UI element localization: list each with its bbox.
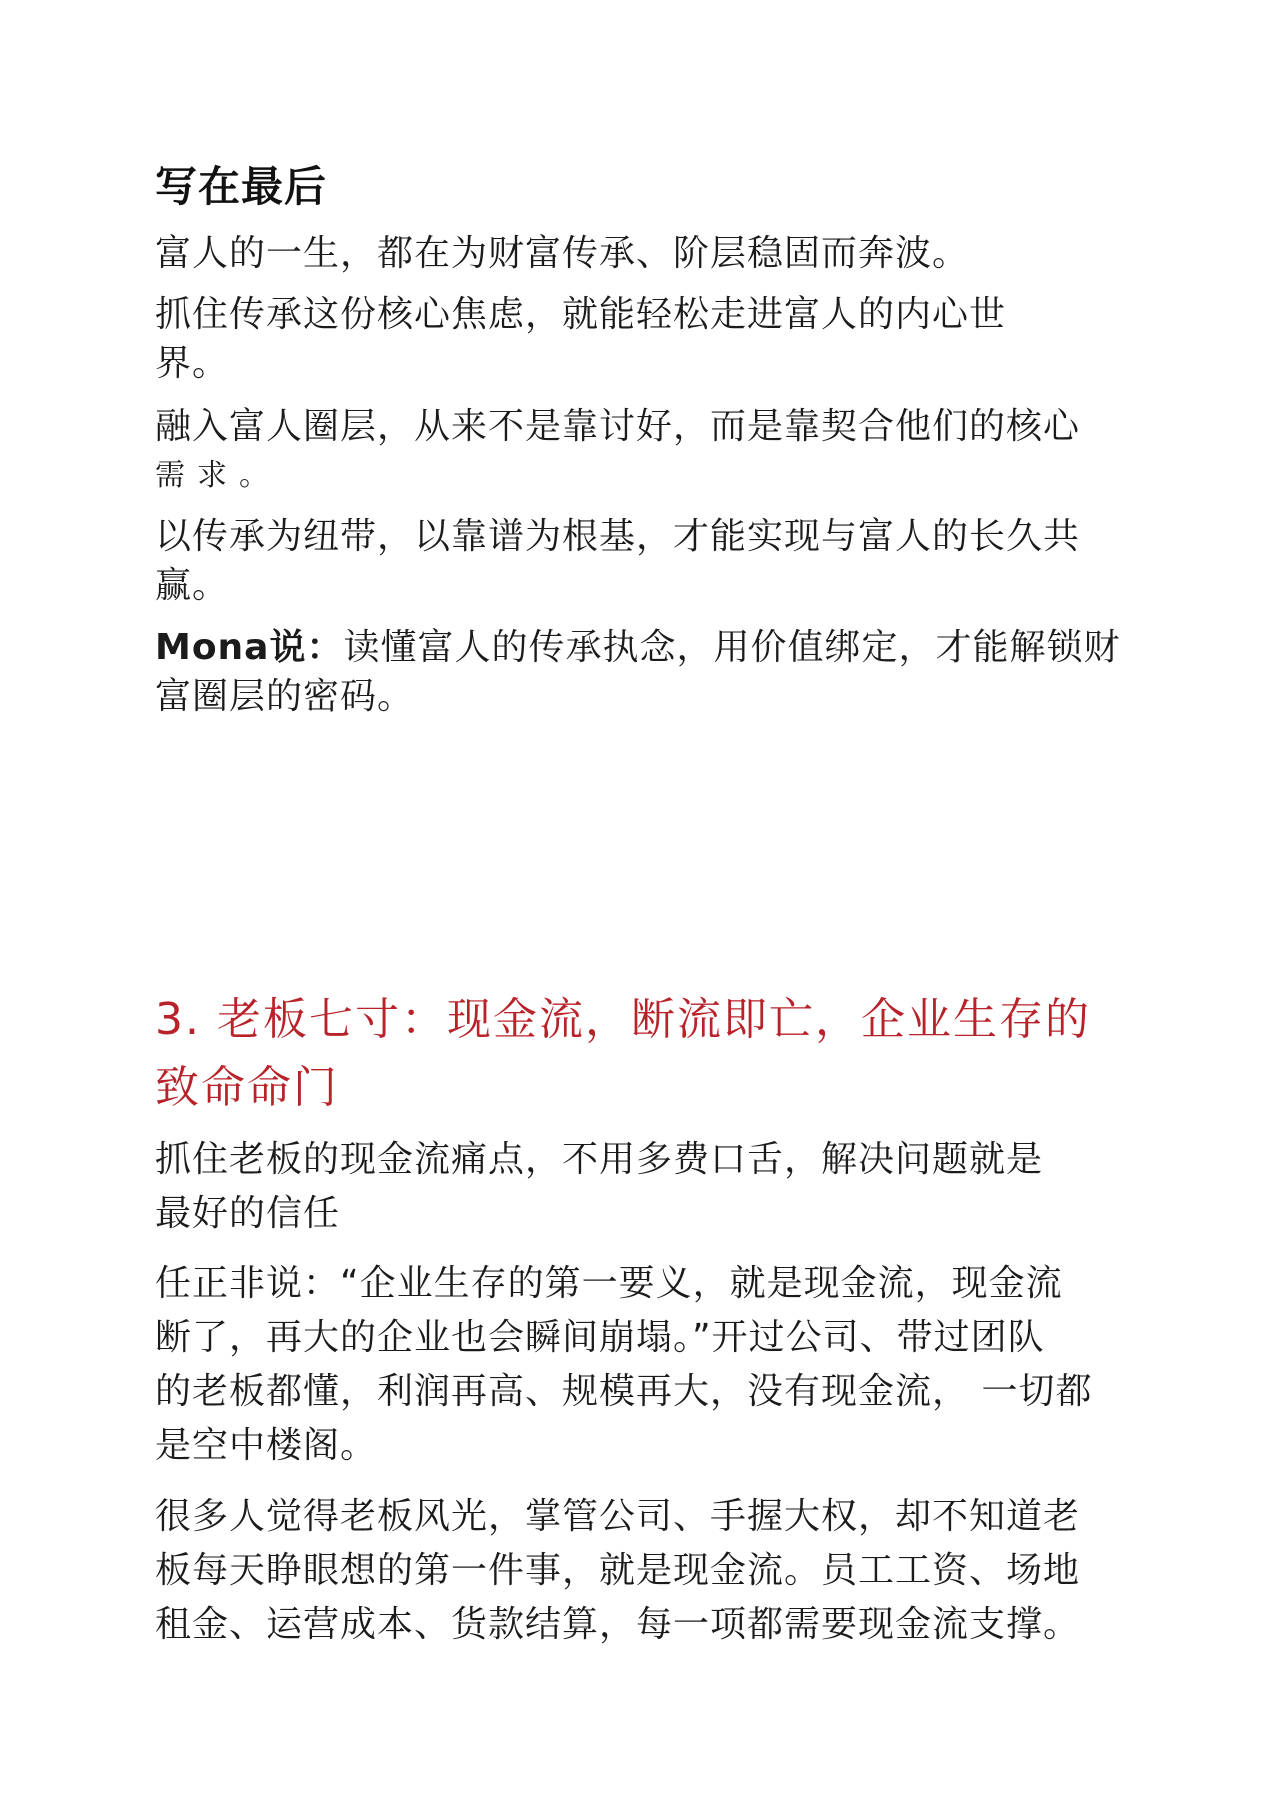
final-line-7: 赢。 (155, 565, 230, 606)
section-3-p3-line-3: 租金、运营成本、货款结算，每一项都需要现金流支撑。 (155, 1604, 1081, 1645)
final-line-3: 界。 (155, 343, 230, 384)
final-line-1: 富人的一生，都在为财富传承、阶层稳固而奔波。 (155, 233, 970, 274)
final-line-4: 融入富人圈层，从来不是靠讨好，而是靠契合他们的核心 (155, 406, 1081, 447)
section-3-p3-line-1: 很多人觉得老板风光，掌管公司、手握大权，却不知道老 (155, 1496, 1081, 1537)
section-3-heading-line-2: 致命命门 (155, 1062, 339, 1113)
section-3-p2-line-1: 任正非说：“企业生存的第一要义，就是现金流，现金流 (155, 1263, 1063, 1304)
section-3-p3-line-2: 板每天睁眼想的第一件事，就是现金流。员工工资、场地 (155, 1550, 1081, 1591)
final-line-2: 抓住传承这份核心焦虑，就能轻松走进富人的内心世 (155, 294, 1007, 335)
section-3-heading-line-1: 3. 老板七寸：现金流，断流即亡，企业生存的 (155, 994, 1091, 1045)
mona-quote-text: 读懂富人的传承执念，用价值绑定，才能解锁财 (343, 627, 1121, 668)
final-section-heading: 写在最后 (155, 162, 328, 211)
final-line-6: 以传承为纽带，以靠谱为根基，才能实现与富人的长久共 (155, 516, 1081, 557)
section-3-p2-line-3: 的老板都懂，利润再高、规模再大，没有现金流， 一切都 (155, 1371, 1093, 1412)
mona-quote-line-2: 富圈层的密码。 (155, 676, 415, 717)
section-3-p1-line-1: 抓住老板的现金流痛点，不用多费口舌，解决问题就是 (155, 1139, 1044, 1180)
section-3-p2-line-2: 断了，再大的企业也会瞬间崩塌。”开过公司、带过团队 (155, 1317, 1045, 1358)
mona-quote-line-1 (155, 626, 1121, 670)
section-3-p1-line-2: 最好的信任 (155, 1193, 341, 1234)
section-3-p2-line-4: 是空中楼阁。 (155, 1425, 378, 1466)
mona-label: Mona说： (155, 627, 344, 668)
final-line-5: 需求。 (155, 458, 281, 493)
